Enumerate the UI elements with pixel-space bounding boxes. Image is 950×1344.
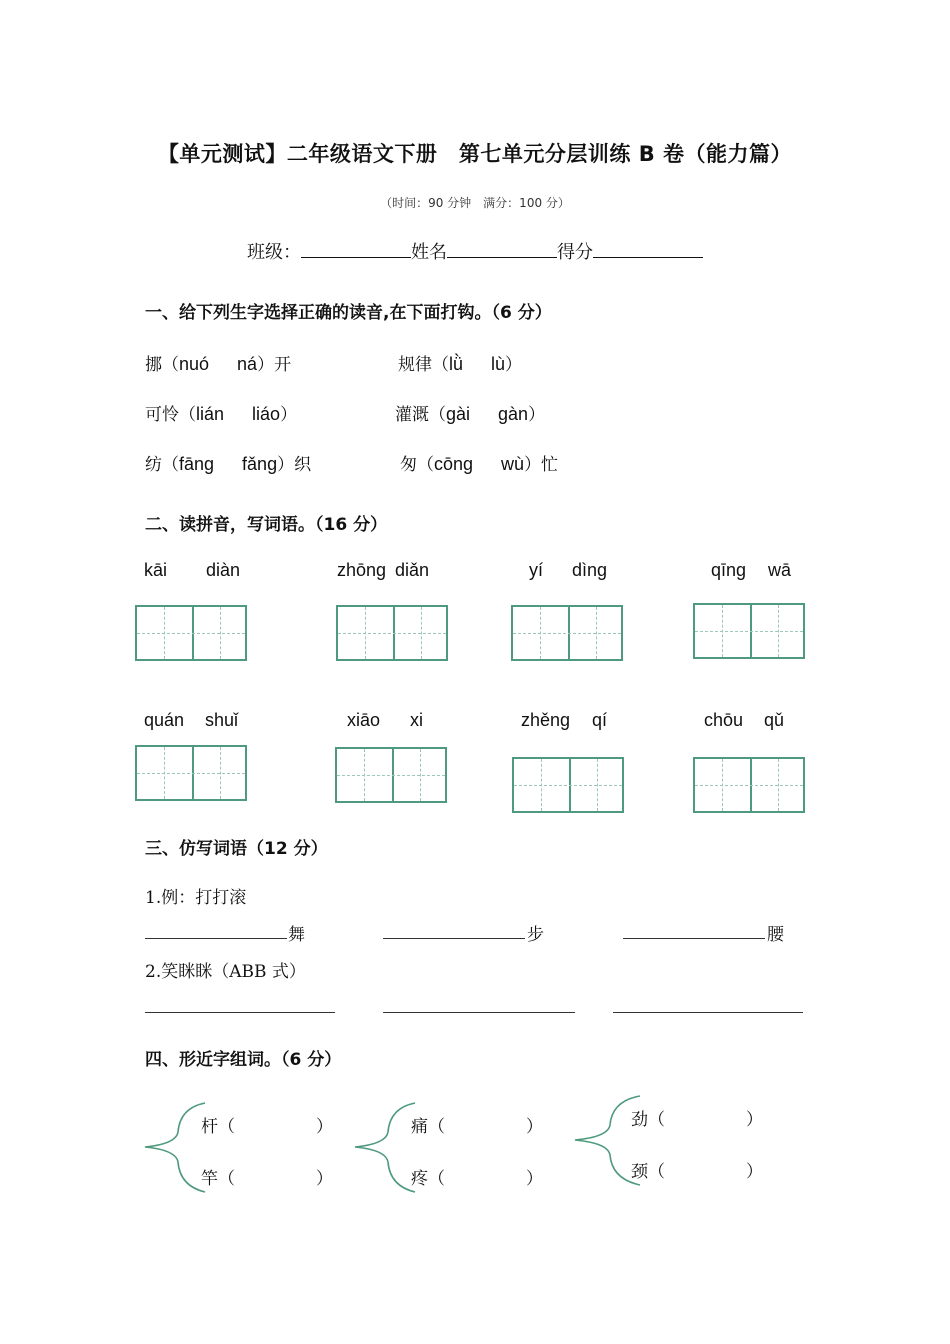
pinyin-syllable: qīng bbox=[711, 560, 747, 580]
writing-grid[interactable] bbox=[135, 745, 247, 801]
item-suffix: ）开 bbox=[257, 355, 292, 375]
answer-line[interactable] bbox=[145, 1012, 335, 1013]
pinyin-option-a[interactable]: gài bbox=[446, 404, 471, 424]
writing-grid[interactable] bbox=[512, 757, 624, 813]
answer-line[interactable] bbox=[383, 1012, 575, 1013]
pinyin-option-a[interactable]: lián bbox=[196, 404, 225, 424]
question-3-1: 1.例：打打滚 bbox=[145, 888, 247, 908]
pinyin-option-b[interactable]: ná bbox=[237, 354, 258, 374]
word-ending: 步 bbox=[527, 925, 544, 945]
pinyin-option-b[interactable]: liáo bbox=[252, 404, 281, 424]
similar-char-top: 劲（ bbox=[631, 1110, 665, 1130]
similar-char-top: 痛（ bbox=[411, 1117, 445, 1137]
section-1-title: 一、给下列生字选择正确的读音,在下面打钩。（6 分） bbox=[145, 303, 552, 323]
item-suffix: ） bbox=[280, 405, 298, 425]
pinyin-syllable: diǎn bbox=[395, 560, 430, 580]
writing-grid[interactable] bbox=[693, 757, 805, 813]
similar-char-top: 杆（ bbox=[201, 1117, 235, 1137]
pinyin-option-b[interactable]: gàn bbox=[498, 404, 529, 424]
word-ending: 舞 bbox=[288, 925, 305, 945]
paren-close: ） bbox=[316, 1117, 333, 1137]
item-prefix: 可怜（ bbox=[145, 405, 196, 425]
section-2-title: 二、读拼音，写词语。（16 分） bbox=[145, 515, 388, 535]
similar-char-bottom: 疼（ bbox=[411, 1169, 445, 1189]
similar-char-bottom: 竿（ bbox=[201, 1169, 235, 1189]
pinyin-option-b[interactable]: wù bbox=[501, 454, 525, 474]
pinyin-syllable: kāi bbox=[144, 560, 168, 580]
item-prefix: 规律（ bbox=[398, 355, 449, 375]
student-info-line bbox=[0, 238, 950, 264]
reading-item-5 bbox=[145, 450, 311, 475]
reading-item-6 bbox=[400, 450, 558, 475]
pinyin-option-b[interactable]: lù bbox=[491, 354, 506, 374]
name-blank[interactable] bbox=[447, 239, 557, 258]
answer-line[interactable] bbox=[383, 938, 525, 939]
question-3-2: 2.笑眯眯（ABB 式） bbox=[145, 962, 306, 982]
answer-line[interactable] bbox=[623, 938, 765, 939]
pinyin-syllable: xiāo bbox=[347, 710, 381, 730]
pinyin-syllable: diàn bbox=[206, 560, 241, 580]
answer-line[interactable] bbox=[613, 1012, 803, 1013]
pinyin-option-a[interactable]: cōng bbox=[434, 454, 474, 474]
paren-close: ） bbox=[746, 1162, 763, 1182]
reading-item-2 bbox=[398, 350, 522, 375]
score-label: 得分 bbox=[557, 242, 593, 263]
score-blank[interactable] bbox=[593, 239, 703, 258]
pinyin-syllable: chōu bbox=[704, 710, 744, 730]
pinyin-syllable: yí bbox=[529, 560, 544, 580]
pinyin-option-a[interactable]: fāng bbox=[179, 454, 215, 474]
item-prefix: 挪（ bbox=[145, 355, 179, 375]
paren-close: ） bbox=[746, 1110, 763, 1130]
writing-grid[interactable] bbox=[335, 747, 447, 803]
brace-icon bbox=[350, 1100, 420, 1195]
page-title: 【单元测试】二年级语文下册 第七单元分层训练 B 卷（能力篇） bbox=[157, 142, 793, 166]
item-suffix: ）忙 bbox=[524, 455, 559, 475]
brace-icon bbox=[140, 1100, 210, 1195]
writing-grid[interactable] bbox=[693, 603, 805, 659]
item-prefix: 灌溉（ bbox=[395, 405, 446, 425]
writing-grid[interactable] bbox=[336, 605, 448, 661]
writing-grid[interactable] bbox=[135, 605, 247, 661]
pinyin-syllable: zhōng bbox=[337, 560, 387, 580]
pinyin-syllable: shuǐ bbox=[205, 710, 239, 730]
pinyin-option-b[interactable]: fǎng bbox=[242, 454, 278, 474]
pinyin-syllable: wā bbox=[768, 560, 792, 580]
paren-close: ） bbox=[526, 1169, 543, 1189]
item-suffix: ） bbox=[528, 405, 546, 425]
reading-item-4 bbox=[395, 400, 545, 425]
class-blank[interactable] bbox=[301, 239, 411, 258]
paren-close: ） bbox=[316, 1169, 333, 1189]
item-suffix: ）织 bbox=[277, 455, 312, 475]
section-4-title: 四、形近字组词。（6 分） bbox=[145, 1050, 342, 1070]
pinyin-option-a[interactable]: lǜ bbox=[449, 354, 464, 374]
similar-char-bottom: 颈（ bbox=[631, 1162, 665, 1182]
pinyin-syllable: zhěng bbox=[521, 710, 571, 730]
writing-grid[interactable] bbox=[511, 605, 623, 661]
section-3-title: 三、仿写词语（12 分） bbox=[145, 839, 328, 859]
item-prefix: 纺（ bbox=[145, 455, 179, 475]
pinyin-syllable: xi bbox=[410, 710, 423, 730]
answer-line[interactable] bbox=[145, 938, 287, 939]
pinyin-syllable: quán bbox=[144, 710, 185, 730]
pinyin-option-a[interactable]: nuó bbox=[179, 354, 210, 374]
pinyin-syllable: qí bbox=[592, 710, 608, 730]
item-suffix: ） bbox=[505, 355, 523, 375]
paren-close: ） bbox=[526, 1117, 543, 1137]
reading-item-1 bbox=[145, 350, 291, 375]
pinyin-syllable: qǔ bbox=[764, 710, 785, 730]
word-ending: 腰 bbox=[767, 925, 784, 945]
pinyin-syllable: dìng bbox=[572, 560, 608, 580]
item-prefix: 匆（ bbox=[400, 455, 434, 475]
reading-item-3 bbox=[145, 400, 297, 425]
time-score-note: （时间：90 分钟 满分：100 分） bbox=[380, 196, 570, 210]
class-label: 班级： bbox=[247, 242, 301, 263]
name-label: 姓名 bbox=[411, 242, 447, 263]
